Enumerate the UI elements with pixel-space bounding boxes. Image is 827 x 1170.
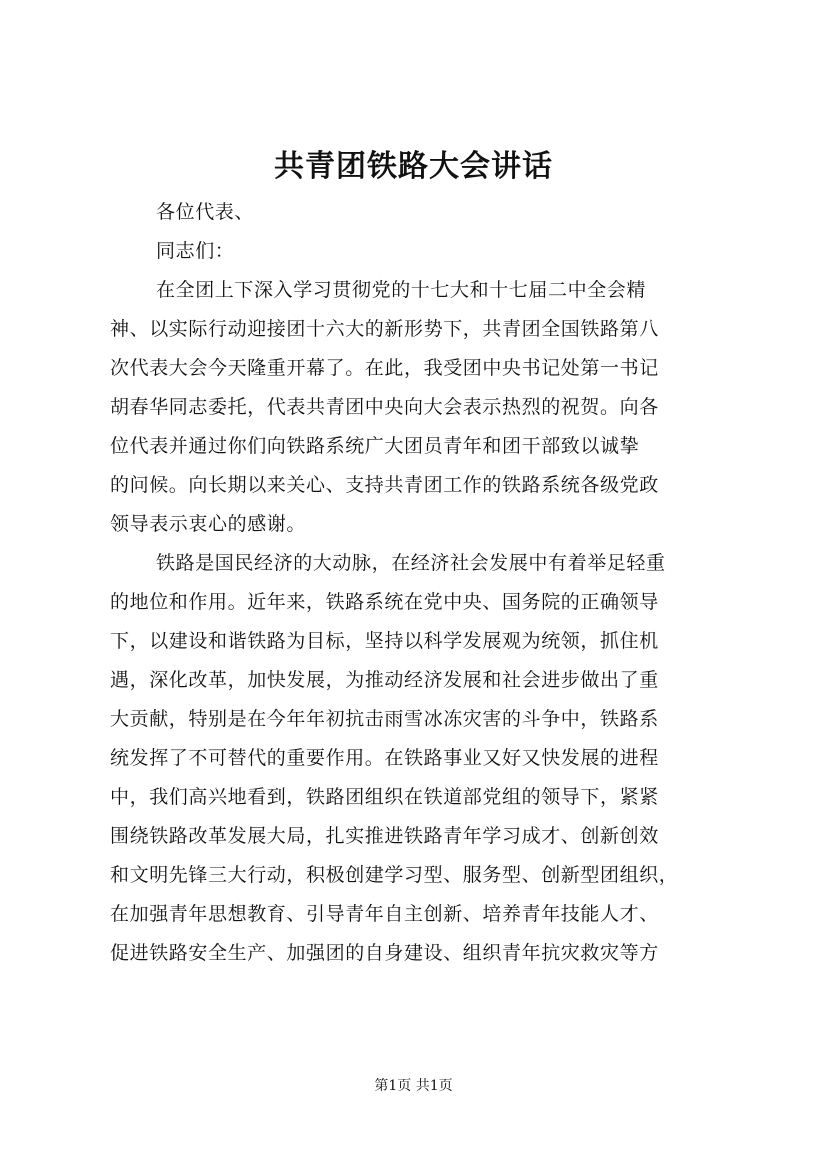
body-line: 位代表并通过你们向铁路系统广大团员青年和团干部致以诚挚: [110, 435, 640, 457]
page-footer: 第1页 共1页: [374, 1078, 453, 1094]
body-line: 的问候。向长期以来关心、支持共青团工作的铁路系统各级党政: [110, 474, 659, 496]
body-line: 和文明先锋三大行动，积极创建学习型、服务型、创新型团组织，: [110, 864, 679, 886]
body-line: 同志们：: [156, 240, 235, 262]
body-line: 在加强青年思想教育、引导青年自主创新、培养青年技能人才、: [110, 903, 659, 925]
document-title: 共青团铁路大会讲话: [274, 149, 553, 184]
body-line: 统发挥了不可替代的重要作用。在铁路事业又好又快发展的进程: [110, 747, 659, 769]
body-line: 下，以建设和谐铁路为目标，坚持以科学发展观为统领，抓住机: [110, 630, 659, 652]
body-line: 大贡献，特别是在今年年初抗击雨雪冰冻灾害的斗争中，铁路系: [110, 708, 659, 730]
body-line: 围绕铁路改革发展大局，扎实推进铁路青年学习成才、创新创效: [110, 825, 659, 847]
body-line: 神、以实际行动迎接团十六大的新形势下，共青团全国铁路第八: [110, 318, 659, 340]
body-line: 次代表大会今天隆重开幕了。在此，我受团中央书记处第一书记: [110, 357, 659, 379]
body-line: 在全团上下深入学习贯彻党的十七大和十七届二中全会精: [156, 279, 647, 301]
body-line: 各位代表、: [156, 201, 255, 223]
document-body: [110, 193, 738, 973]
body-line: 促进铁路安全生产、加强团的自身建设、组织青年抗灾救灾等方: [110, 942, 659, 964]
body-line: 遇，深化改革，加快发展，为推动经济发展和社会进步做出了重: [110, 669, 659, 691]
body-line: 的地位和作用。近年来，铁路系统在党中央、国务院的正确领导: [110, 591, 659, 613]
body-line: 领导表示衷心的感谢。: [110, 513, 307, 535]
body-line: 胡春华同志委托，代表共青团中央向大会表示热烈的祝贺。向各: [110, 396, 659, 418]
body-line: 中，我们高兴地看到，铁路团组织在铁道部党组的领导下，紧紧: [110, 786, 659, 808]
body-line: 铁路是国民经济的大动脉，在经济社会发展中有着举足轻重: [156, 552, 666, 574]
